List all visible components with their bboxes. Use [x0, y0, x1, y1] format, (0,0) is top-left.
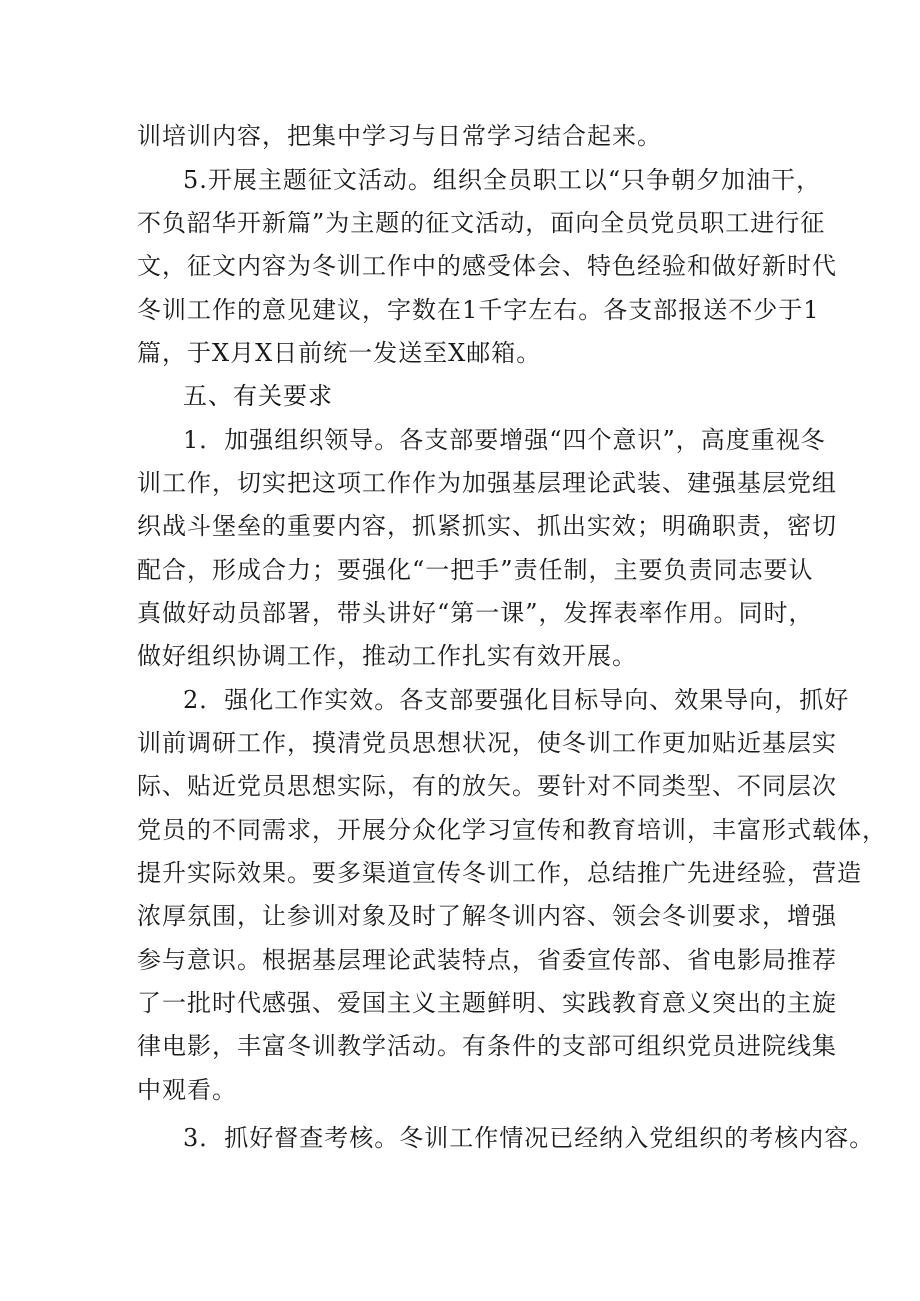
paragraph-line: 党员的不同需求，开展分众化学习宣传和教育培训，丰富形式载体， [137, 816, 887, 844]
paragraph-line: 文，征文内容为冬训工作中的感受体会、特色经验和做好新时代 [137, 252, 837, 280]
section-heading: 五、有关要求 [183, 382, 333, 410]
paragraph-line: 训培训内容，把集中学习与日常学习结合起来。 [137, 122, 662, 150]
paragraph-first-line: 5.开展主题征文活动。组织全员职工以“只争朝夕加油干， [183, 166, 822, 194]
paragraph-line: 配合，形成合力；要强化“一把手”责任制，主要负责同志要认 [137, 556, 814, 584]
paragraph-line: 做好组织协调工作，推动工作扎实有效开展。 [137, 642, 637, 670]
paragraph-line: 了一批时代感强、爱国主义主题鲜明、实践教育意义突出的主旋 [137, 989, 837, 1017]
paragraph-first-line: 3．抓好督查考核。冬训工作情况已经纳入党组织的考核内容。 [183, 1124, 875, 1152]
paragraph-line: 训前调研工作，摸清党员思想状况，使冬训工作更加贴近基层实 [137, 729, 837, 757]
paragraph-line: 提升实际效果。要多渠道宣传冬训工作，总结推广先进经验，营造 [137, 859, 862, 887]
paragraph-line: 真做好动员部署，带头讲好“第一课”，发挥表率作用。同时， [137, 599, 814, 627]
paragraph-first-line: 1．加强组织领导。各支部要增强“四个意识”，高度重视冬 [183, 426, 826, 454]
paragraph-line: 浓厚氛围，让参训对象及时了解冬训内容、领会冬训要求，增强 [137, 902, 837, 930]
paragraph-line: 篇，于X月X日前统一发送至X邮箱。 [137, 339, 542, 367]
paragraph-line: 中观看。 [137, 1076, 237, 1104]
paragraph-line: 际、贴近党员思想实际，有的放矢。要针对不同类型、不同层次 [137, 772, 837, 800]
paragraph-line: 参与意识。根据基层理论武装特点，省委宣传部、省电影局推荐 [137, 946, 837, 974]
paragraph-line: 不负韶华开新篇”为主题的征文活动，面向全员党员职工进行征 [137, 209, 826, 237]
paragraph-line: 训工作，切实把这项工作作为加强基层理论武装、建强基层党组 [137, 469, 837, 497]
paragraph-first-line: 2．强化工作实效。各支部要强化目标导向、效果导向，抓好 [183, 686, 850, 714]
paragraph-line: 冬训工作的意见建议，字数在1千字左右。各支部报送不少于1 [137, 296, 820, 324]
paragraph-line: 律电影，丰富冬训教学活动。有条件的支部可组织党员进院线集 [137, 1032, 837, 1060]
paragraph-line: 织战斗堡垒的重要内容，抓紧抓实、抓出实效；明确职责，密切 [137, 512, 837, 540]
